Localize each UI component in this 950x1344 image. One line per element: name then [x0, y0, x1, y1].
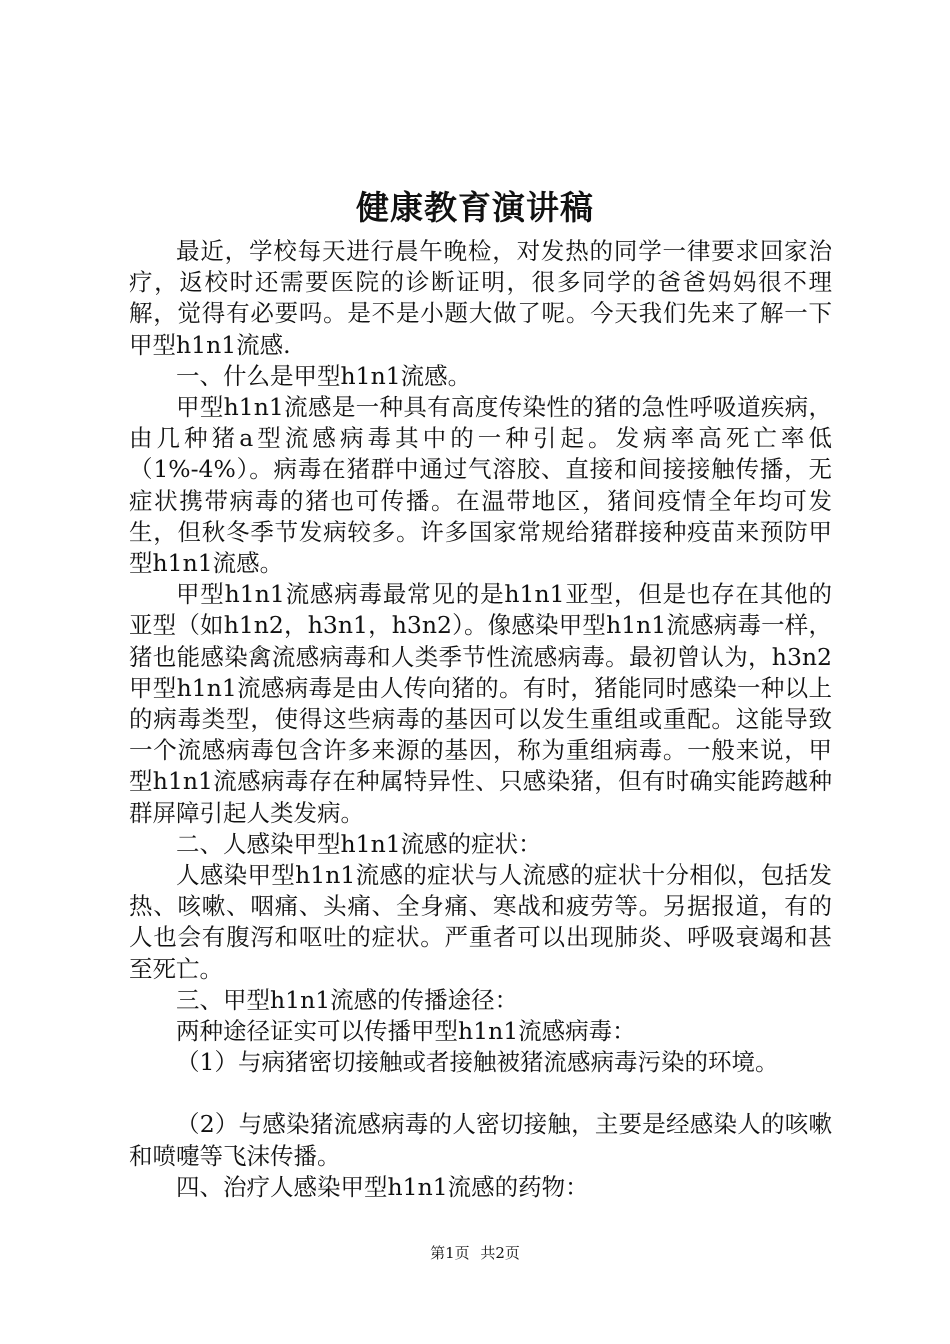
section-heading-2: 二、人感染甲型h1n1流感的症状：: [176, 829, 542, 858]
page-footer: [0, 1243, 950, 1263]
section-heading-1: 一、什么是甲型h1n1流感。: [176, 361, 472, 390]
page-total: 共2页: [480, 1244, 520, 1262]
list-item-transmission-2: （2）与感染猪流感病毒的人密切接触，主要是经感染人的咳嗽和喷嚏等飞沫传播。: [129, 1110, 832, 1170]
paragraph-symptoms: 人感染甲型h1n1流感的症状与人流感的症状十分相似，包括发热、咳嗽、咽痛、头痛、全身痛、寒战和疲劳等。另据报道，有的人也会有腹泻和呕吐的症状。严重者可以出现肺炎、呼吸衰竭和甚至死亡。: [129, 861, 832, 983]
document-body: [129, 236, 832, 1203]
section-heading-4: 四、治疗人感染甲型h1n1流感的药物：: [176, 1172, 589, 1201]
paragraph-transmission-intro: 两种途径证实可以传播甲型h1n1流感病毒：: [176, 1017, 636, 1046]
section-heading-3: 三、甲型h1n1流感的传播途径：: [176, 985, 519, 1014]
paragraph-intro: 最近，学校每天进行晨午晚检，对发热的同学一律要求回家治疗，返校时还需要医院的诊断证明，很多同学的爸爸妈妈很不理解，觉得有必要吗。是不是小题大做了呢。今天我们先来了解一下甲型h1n1流感.: [129, 237, 832, 359]
page-number: 第1页: [430, 1244, 470, 1262]
list-item-transmission-1: （1）与病猪密切接触或者接触被猪流感病毒污染的环境。: [176, 1048, 779, 1077]
document-title: 健康教育演讲稿: [356, 188, 594, 227]
paragraph-subtypes: 甲型h1n1流感病毒最常见的是h1n1亚型，但是也存在其他的亚型（如h1n2，h3n1，h3n2）。像感染甲型h1n1流感病毒一样，猪也能感染禽流感病毒和人类季节性流感病毒。最初曾认为，h3n2甲型h1n1流感病毒是由人传向猪的。有时，猪能同时感染一种以上的病毒类型，使得这些病毒的基因可以发生重组或重配。这能导致一个流感病毒包含许多来源的基因，称为重组病毒。一般来说，甲型h1n1流感病毒存在种属特异性、只感染猪，但有时确实能跨越种群屏障引起人类发病。: [129, 580, 832, 827]
paragraph-definition: 甲型h1n1流感是一种具有高度传染性的猪的急性呼吸道疾病，由几种猪a型流感病毒其中的一种引起。发病率高死亡率低（1%-4%）。病毒在猪群中通过气溶胶、直接和间接接触传播，无症状携带病毒的猪也可传播。在温带地区，猪间疫情全年均可发生，但秋冬季节发病较多。许多国家常规给猪群接种疫苗来预防甲型h1n1流感。: [129, 393, 832, 578]
